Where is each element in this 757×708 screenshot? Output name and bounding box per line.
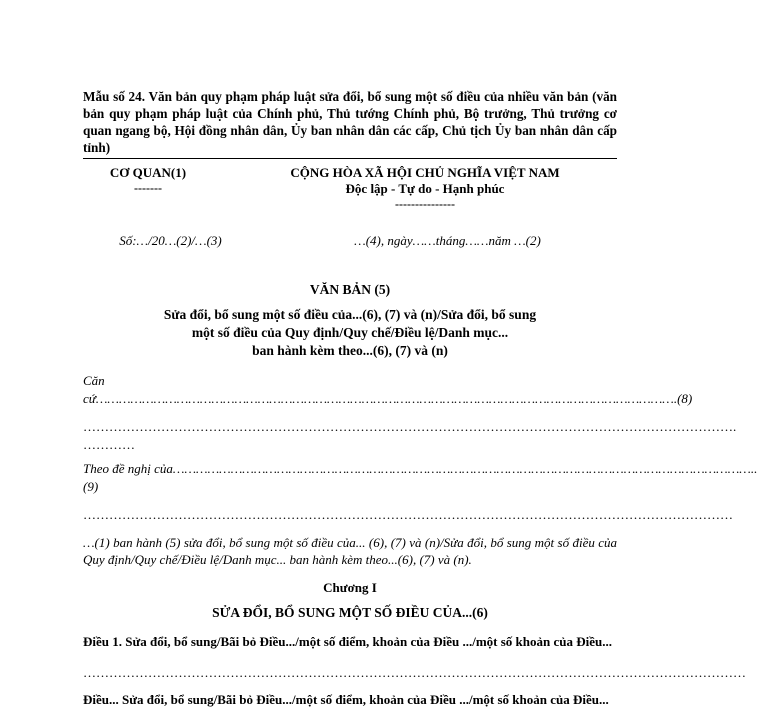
place-date: …(4), ngày……tháng……năm …(2): [354, 233, 541, 248]
proposal-dots: …………………………………………………………………………………………………………………………………….: [172, 461, 755, 476]
blank-lines: [83, 418, 737, 454]
can-cu-ref: (8): [677, 391, 693, 406]
number-date-row: [83, 233, 617, 249]
dots-line-3: ………………………………………………………………………………………………………………………………………: [83, 665, 746, 680]
header: [83, 165, 617, 211]
subtitle-line-3: ban hành kèm theo...(6), (7) và (n): [252, 343, 448, 358]
chapter-label: Chương I: [323, 580, 377, 595]
nation-name: CỘNG HÒA XÃ HỘI CHỦ NGHĨA VIỆT NAM: [290, 165, 560, 180]
proposal: [83, 460, 755, 496]
agency-dash: -------: [134, 181, 162, 195]
document-title: VĂN BẢN (5): [309, 282, 391, 297]
dots-line: …………………………………………………………………………………………………………………………………….: [83, 419, 737, 434]
blank-line-2: [83, 506, 733, 524]
can-cu-prefix: cứ: [83, 391, 96, 406]
can-cu-line: [83, 390, 693, 408]
legal-basis: [83, 372, 693, 408]
subtitle-line-2: một số điều của Quy định/Quy chế/Điều lệ/Danh mục...: [191, 325, 509, 340]
article-n: Điều... Sửa đổi, bổ sung/Bãi bỏ Điều.../một số điểm, khoản của Điều .../một số khoản của Điều...: [83, 692, 609, 707]
form-intro: Mẫu số 24. Văn bản quy phạm pháp luật sửa đổi, bổ sung một số điều của nhiều văn bản (văn bản quy phạm pháp luật của Chính phủ, Thủ tướng Chính phủ, Bộ trưởng, Thủ trưởng cơ quan ngang bộ, Hội đồng nhân dân, Ủy ban nhân dân các cấp, Chủ tịch Ủy ban nhân dân cấp tỉnh): [83, 89, 617, 155]
article-1: Điều 1. Sửa đổi, bổ sung/Bãi bỏ Điều.../một số điểm, khoản của Điều .../một số khoản của Điều...: [83, 634, 612, 649]
document-subtitle: [83, 306, 617, 360]
can-cu-dots: …………………………………………………………………………………………………………………………………….: [95, 391, 678, 406]
proposal-prefix: Theo đề nghị của: [83, 461, 173, 476]
proposal-line: [83, 460, 755, 478]
nation-block: [213, 165, 617, 211]
subtitle-line-1: Sửa đổi, bổ sung một số điều của...(6), (7) và (n)/Sửa đổi, bổ sung: [163, 307, 537, 322]
document-page: [83, 88, 755, 708]
agency-block: [83, 165, 213, 211]
motto-dash: ---------------: [395, 197, 455, 211]
proposal-ref: (9): [83, 479, 99, 494]
agency-name: CƠ QUAN(1): [109, 165, 187, 180]
national-motto: Độc lập - Tự do - Hạnh phúc: [345, 181, 505, 196]
can-cu-label: Căn: [83, 373, 105, 388]
dots-short: …………: [83, 437, 135, 452]
header-rule: [83, 158, 617, 159]
dots-line-2: ……………………………………………………………………………………………………………………………………: [83, 507, 733, 522]
chapter-title: SỬA ĐỔI, BỔ SUNG MỘT SỐ ĐIỀU CỦA...(6): [212, 605, 488, 620]
enactment-note: …(1) ban hành (5) sửa đổi, bổ sung một số điều của... (6), (7) và (n)/Sửa đổi, bổ sung một số điều của Quy định/Quy chế/Điều lệ/Danh mục... ban hành kèm theo...(6), (7) và (n).: [83, 535, 617, 567]
document-number: Số:…/20…(2)/…(3): [119, 233, 222, 248]
